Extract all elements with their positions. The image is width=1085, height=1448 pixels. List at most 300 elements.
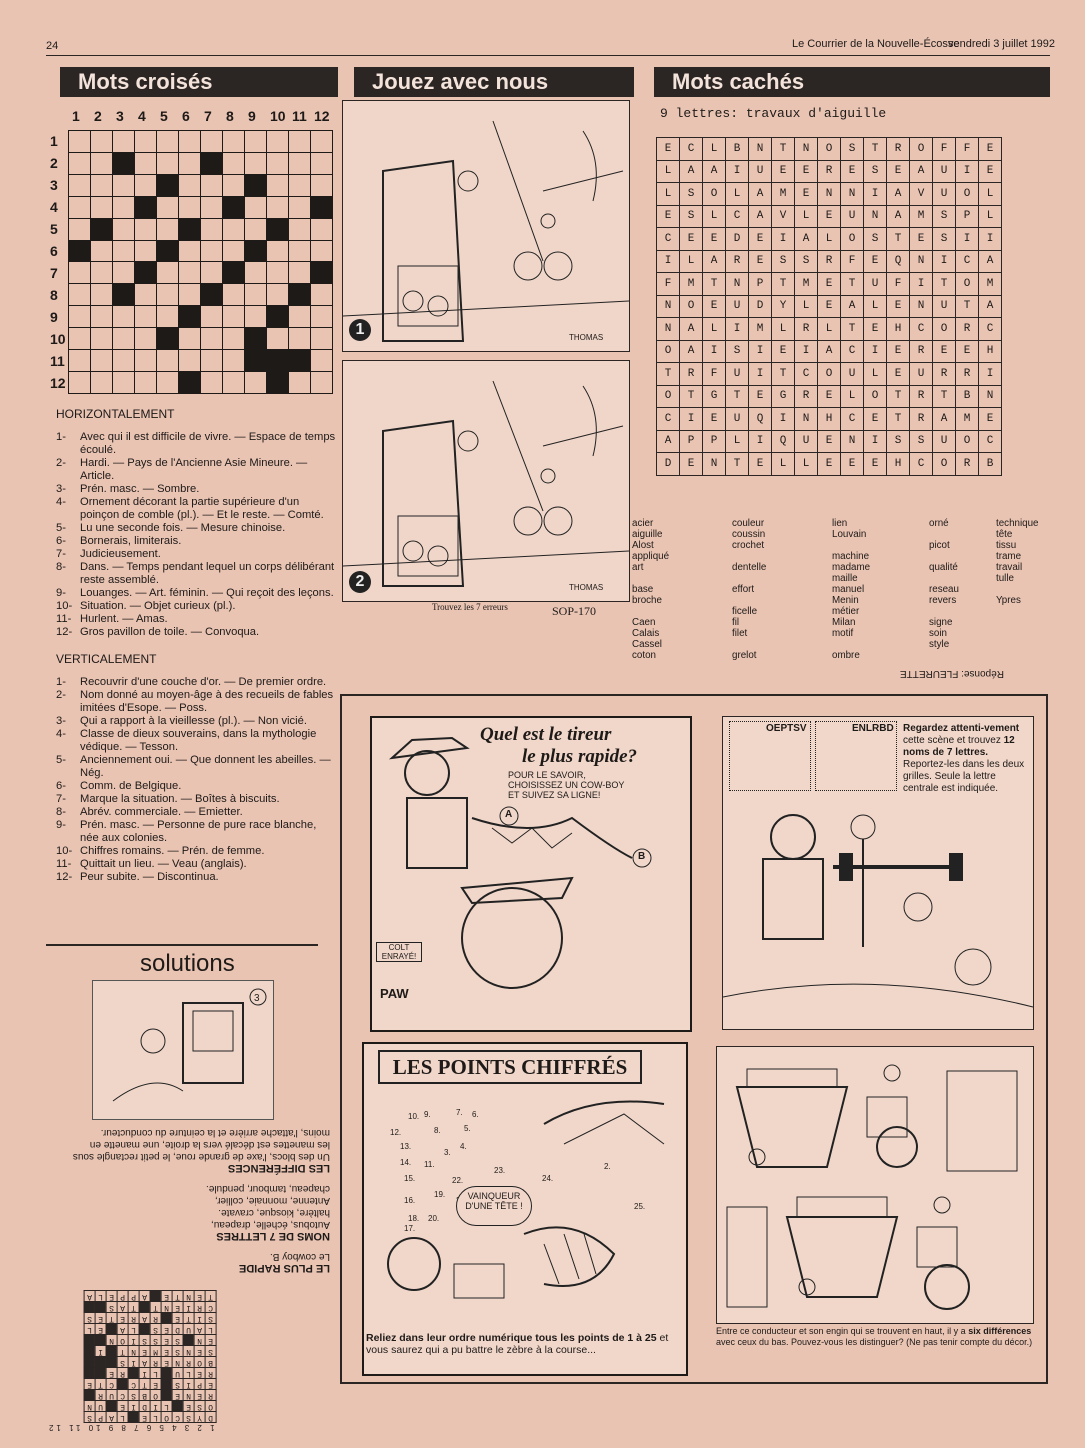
crossword-cell[interactable] — [311, 371, 333, 393]
wordsearch-cell[interactable]: L — [726, 430, 749, 453]
wordsearch-cell[interactable]: P — [956, 205, 979, 228]
wordsearch-cell[interactable]: E — [703, 228, 726, 251]
wordsearch-cell[interactable]: M — [910, 205, 933, 228]
crossword-cell[interactable] — [157, 262, 179, 284]
wordsearch-cell[interactable]: I — [772, 228, 795, 251]
wordsearch-cell[interactable]: A — [703, 160, 726, 183]
wordsearch-cell[interactable]: C — [657, 408, 680, 431]
crossword-cell[interactable] — [69, 196, 91, 218]
wordsearch-cell[interactable]: M — [749, 318, 772, 341]
wordsearch-cell[interactable]: S — [680, 205, 703, 228]
wordsearch-cell[interactable]: P — [680, 430, 703, 453]
wordsearch-cell[interactable]: O — [956, 273, 979, 296]
crossword-cell[interactable] — [157, 218, 179, 240]
wordsearch-cell[interactable]: E — [979, 408, 1002, 431]
wordsearch-cell[interactable]: A — [910, 160, 933, 183]
wordsearch-cell[interactable]: O — [933, 318, 956, 341]
wordsearch-cell[interactable]: C — [956, 250, 979, 273]
wordsearch-cell[interactable]: T — [933, 273, 956, 296]
wordsearch-cell[interactable]: E — [772, 340, 795, 363]
wordsearch-cell[interactable]: O — [956, 183, 979, 206]
wordsearch-cell[interactable]: T — [726, 385, 749, 408]
crossword-cell[interactable] — [69, 131, 91, 153]
wordsearch-cell[interactable]: E — [887, 160, 910, 183]
crossword-cell[interactable] — [289, 371, 311, 393]
wordsearch-cell[interactable]: M — [772, 183, 795, 206]
wordsearch-cell[interactable]: A — [795, 228, 818, 251]
wordsearch-cell[interactable]: N — [864, 205, 887, 228]
wordsearch-cell[interactable]: R — [795, 385, 818, 408]
wordsearch-cell[interactable]: I — [864, 183, 887, 206]
wordsearch-cell[interactable]: I — [910, 273, 933, 296]
crossword-cell[interactable] — [179, 196, 201, 218]
crossword-cell[interactable] — [201, 240, 223, 262]
wordsearch-cell[interactable]: Q — [887, 250, 910, 273]
gym-grid-2[interactable] — [815, 721, 897, 791]
crossword-cell[interactable] — [223, 350, 245, 372]
crossword-cell[interactable] — [311, 350, 333, 372]
wordsearch-cell[interactable]: Y — [772, 295, 795, 318]
wordsearch-cell[interactable]: L — [979, 205, 1002, 228]
wordsearch-cell[interactable]: A — [933, 408, 956, 431]
wordsearch-cell[interactable]: O — [818, 138, 841, 161]
wordsearch-cell[interactable]: N — [703, 453, 726, 476]
wordsearch-cell[interactable]: I — [933, 250, 956, 273]
wordsearch-cell[interactable]: E — [657, 205, 680, 228]
crossword-cell[interactable] — [113, 218, 135, 240]
wordsearch-cell[interactable]: Q — [772, 430, 795, 453]
wordsearch-cell[interactable]: G — [703, 385, 726, 408]
wordsearch-cell[interactable]: E — [795, 183, 818, 206]
crossword-cell[interactable] — [91, 371, 113, 393]
wordsearch-cell[interactable]: I — [864, 340, 887, 363]
crossword-cell[interactable] — [223, 306, 245, 328]
crossword-cell[interactable] — [223, 328, 245, 350]
crossword-cell[interactable] — [289, 152, 311, 174]
wordsearch-cell[interactable]: H — [979, 340, 1002, 363]
wordsearch-cell[interactable]: N — [657, 295, 680, 318]
wordsearch-cell[interactable]: F — [841, 250, 864, 273]
wordsearch-cell[interactable]: R — [956, 363, 979, 386]
crossword-cell[interactable] — [179, 350, 201, 372]
wordsearch-cell[interactable]: I — [726, 160, 749, 183]
wordsearch-cell[interactable]: E — [956, 340, 979, 363]
crossword-cell[interactable] — [245, 131, 267, 153]
crossword-cell[interactable] — [179, 262, 201, 284]
crossword-cell[interactable] — [267, 262, 289, 284]
wordsearch-cell[interactable]: E — [933, 340, 956, 363]
wordsearch-cell[interactable]: E — [680, 228, 703, 251]
wordsearch-cell[interactable]: D — [657, 453, 680, 476]
wordsearch-cell[interactable]: L — [864, 295, 887, 318]
wordsearch-cell[interactable]: S — [795, 250, 818, 273]
wordsearch-cell[interactable]: S — [933, 205, 956, 228]
crossword-cell[interactable] — [69, 350, 91, 372]
crossword-cell[interactable] — [179, 174, 201, 196]
wordsearch-cell[interactable]: L — [772, 453, 795, 476]
wordsearch-cell[interactable]: R — [910, 340, 933, 363]
wordsearch-cell[interactable]: R — [910, 385, 933, 408]
wordsearch-cell[interactable]: I — [657, 250, 680, 273]
wordsearch-cell[interactable]: I — [979, 228, 1002, 251]
crossword-cell[interactable] — [135, 240, 157, 262]
wordsearch-cell[interactable]: A — [749, 183, 772, 206]
wordsearch-cell[interactable]: P — [703, 430, 726, 453]
wordsearch-cell[interactable]: N — [910, 250, 933, 273]
wordsearch-cell[interactable]: E — [887, 363, 910, 386]
wordsearch-cell[interactable]: C — [979, 430, 1002, 453]
wordsearch-cell[interactable]: I — [749, 430, 772, 453]
crossword-cell[interactable] — [289, 174, 311, 196]
wordsearch-cell[interactable]: E — [818, 430, 841, 453]
wordsearch-cell[interactable]: C — [795, 363, 818, 386]
crossword-cell[interactable] — [223, 218, 245, 240]
wordsearch-cell[interactable]: N — [795, 408, 818, 431]
crossword-cell[interactable] — [91, 306, 113, 328]
wordsearch-cell[interactable]: N — [841, 183, 864, 206]
crossword-cell[interactable] — [245, 371, 267, 393]
wordsearch-cell[interactable]: E — [680, 453, 703, 476]
crossword-cell[interactable] — [91, 284, 113, 306]
crossword-cell[interactable] — [157, 350, 179, 372]
wordsearch-cell[interactable]: E — [703, 295, 726, 318]
wordsearch-cell[interactable]: C — [910, 453, 933, 476]
crossword-cell[interactable] — [157, 306, 179, 328]
wordsearch-cell[interactable]: U — [933, 160, 956, 183]
wordsearch-cell[interactable]: T — [772, 138, 795, 161]
wordsearch-cell[interactable]: D — [726, 228, 749, 251]
wordsearch-cell[interactable]: S — [772, 250, 795, 273]
crossword-cell[interactable] — [113, 328, 135, 350]
crossword-cell[interactable] — [135, 218, 157, 240]
crossword-cell[interactable] — [113, 174, 135, 196]
wordsearch-cell[interactable]: O — [841, 228, 864, 251]
wordsearch-cell[interactable]: L — [726, 183, 749, 206]
wordsearch-cell[interactable]: O — [933, 453, 956, 476]
crossword-cell[interactable] — [201, 174, 223, 196]
wordsearch-cell[interactable]: A — [979, 295, 1002, 318]
crossword-cell[interactable] — [135, 350, 157, 372]
wordsearch-cell[interactable]: R — [956, 453, 979, 476]
wordsearch-cell[interactable]: U — [795, 430, 818, 453]
crossword-cell[interactable] — [289, 131, 311, 153]
wordsearch-cell[interactable]: B — [979, 453, 1002, 476]
wordsearch-cell[interactable]: I — [749, 363, 772, 386]
wordsearch-cell[interactable]: E — [864, 453, 887, 476]
crossword-cell[interactable] — [245, 262, 267, 284]
crossword-cell[interactable] — [91, 152, 113, 174]
wordsearch-cell[interactable]: E — [749, 453, 772, 476]
wordsearch-cell[interactable]: C — [726, 205, 749, 228]
wordsearch-cell[interactable]: M — [979, 273, 1002, 296]
crossword-cell[interactable] — [135, 371, 157, 393]
gym-grid-1[interactable] — [729, 721, 811, 791]
wordsearch-cell[interactable]: O — [956, 430, 979, 453]
wordsearch-cell[interactable]: L — [864, 363, 887, 386]
spot-panel-1[interactable] — [342, 100, 630, 352]
wordsearch-cell[interactable]: V — [910, 183, 933, 206]
crossword-cell[interactable] — [157, 152, 179, 174]
wordsearch-cell[interactable]: U — [726, 363, 749, 386]
tractor-panel[interactable] — [716, 1046, 1034, 1324]
crossword-cell[interactable] — [69, 328, 91, 350]
wordsearch-cell[interactable]: T — [657, 363, 680, 386]
crossword-cell[interactable] — [311, 328, 333, 350]
crossword-cell[interactable] — [91, 262, 113, 284]
wordsearch-cell[interactable]: A — [680, 160, 703, 183]
wordsearch-cell[interactable]: E — [818, 385, 841, 408]
wordsearch-cell[interactable]: Q — [749, 408, 772, 431]
points-panel[interactable] — [362, 1042, 688, 1376]
wordsearch-cell[interactable]: E — [772, 160, 795, 183]
wordsearch-cell[interactable]: B — [726, 138, 749, 161]
crossword-cell[interactable] — [135, 328, 157, 350]
crossword-cell[interactable] — [135, 152, 157, 174]
wordsearch-cell[interactable]: A — [680, 340, 703, 363]
crossword-cell[interactable] — [289, 196, 311, 218]
wordsearch-cell[interactable]: O — [657, 340, 680, 363]
cowboy-panel[interactable] — [370, 716, 692, 1032]
crossword-cell[interactable] — [267, 131, 289, 153]
wordsearch-cell[interactable]: C — [657, 228, 680, 251]
crossword-cell[interactable] — [311, 284, 333, 306]
crossword-cell[interactable] — [135, 284, 157, 306]
crossword-cell[interactable] — [135, 306, 157, 328]
crossword-cell[interactable] — [69, 262, 91, 284]
wordsearch-cell[interactable]: C — [841, 408, 864, 431]
wordsearch-cell[interactable]: L — [680, 250, 703, 273]
crossword-cell[interactable] — [201, 196, 223, 218]
crossword-cell[interactable] — [201, 131, 223, 153]
crossword-cell[interactable] — [245, 284, 267, 306]
crossword-cell[interactable] — [91, 350, 113, 372]
wordsearch-cell[interactable]: C — [910, 318, 933, 341]
crossword-cell[interactable] — [311, 306, 333, 328]
wordsearch-cell[interactable]: E — [979, 138, 1002, 161]
wordsearch-cell[interactable]: L — [795, 453, 818, 476]
crossword-cell[interactable] — [69, 174, 91, 196]
wordsearch-cell[interactable]: R — [910, 408, 933, 431]
wordsearch-cell[interactable]: S — [841, 138, 864, 161]
wordsearch-cell[interactable]: L — [703, 138, 726, 161]
wordsearch-cell[interactable]: R — [887, 138, 910, 161]
crossword-cell[interactable] — [91, 328, 113, 350]
wordsearch-cell[interactable]: I — [680, 408, 703, 431]
crossword-cell[interactable] — [91, 174, 113, 196]
wordsearch-cell[interactable]: T — [841, 318, 864, 341]
wordsearch-cell[interactable]: R — [818, 250, 841, 273]
wordsearch-cell[interactable]: F — [956, 138, 979, 161]
wordsearch-cell[interactable]: T — [933, 385, 956, 408]
wordsearch-cell[interactable]: E — [749, 250, 772, 273]
wordsearch-cell[interactable]: E — [887, 340, 910, 363]
crossword-cell[interactable] — [179, 131, 201, 153]
wordsearch-cell[interactable]: E — [749, 385, 772, 408]
wordsearch-cell[interactable]: L — [772, 318, 795, 341]
crossword-cell[interactable] — [311, 152, 333, 174]
crossword-cell[interactable] — [289, 262, 311, 284]
wordsearch-cell[interactable]: A — [841, 295, 864, 318]
crossword-cell[interactable] — [267, 284, 289, 306]
crossword-cell[interactable] — [223, 284, 245, 306]
crossword-cell[interactable] — [201, 262, 223, 284]
crossword-cell[interactable] — [91, 131, 113, 153]
wordsearch-cell[interactable]: E — [841, 160, 864, 183]
wordsearch-cell[interactable]: I — [703, 340, 726, 363]
crossword-cell[interactable] — [179, 284, 201, 306]
crossword-cell[interactable] — [179, 240, 201, 262]
wordsearch-cell[interactable]: N — [841, 430, 864, 453]
wordsearch-cell[interactable]: C — [680, 138, 703, 161]
crossword-cell[interactable] — [267, 240, 289, 262]
wordsearch-cell[interactable]: G — [772, 385, 795, 408]
wordsearch-cell[interactable]: D — [749, 295, 772, 318]
crossword-cell[interactable] — [311, 240, 333, 262]
wordsearch-cell[interactable]: E — [818, 273, 841, 296]
wordsearch-cell[interactable]: S — [864, 228, 887, 251]
wordsearch-cell[interactable]: U — [749, 160, 772, 183]
wordsearch-cell[interactable]: C — [841, 340, 864, 363]
wordsearch-cell[interactable]: T — [726, 453, 749, 476]
wordsearch-cell[interactable]: E — [795, 160, 818, 183]
wordsearch-cell[interactable]: T — [956, 295, 979, 318]
crossword-cell[interactable] — [267, 152, 289, 174]
wordsearch-cell[interactable]: P — [749, 273, 772, 296]
wordsearch-cell[interactable]: T — [772, 363, 795, 386]
wordsearch-cell[interactable]: N — [657, 318, 680, 341]
crossword-cell[interactable] — [113, 196, 135, 218]
wordsearch-cell[interactable]: H — [887, 453, 910, 476]
wordsearch-cell[interactable]: N — [726, 273, 749, 296]
crossword-cell[interactable] — [311, 174, 333, 196]
wordsearch-cell[interactable]: E — [864, 250, 887, 273]
wordsearch-grid[interactable] — [656, 137, 1002, 476]
wordsearch-cell[interactable]: T — [680, 385, 703, 408]
wordsearch-cell[interactable]: R — [956, 318, 979, 341]
wordsearch-cell[interactable]: E — [841, 453, 864, 476]
wordsearch-cell[interactable]: U — [726, 408, 749, 431]
wordsearch-cell[interactable]: I — [956, 160, 979, 183]
wordsearch-cell[interactable]: I — [956, 228, 979, 251]
crossword-cell[interactable] — [289, 306, 311, 328]
crossword-cell[interactable] — [245, 218, 267, 240]
wordsearch-cell[interactable]: E — [864, 318, 887, 341]
wordsearch-cell[interactable]: R — [726, 250, 749, 273]
crossword-cell[interactable] — [201, 350, 223, 372]
wordsearch-cell[interactable]: I — [772, 408, 795, 431]
wordsearch-cell[interactable]: T — [703, 273, 726, 296]
wordsearch-cell[interactable]: L — [703, 205, 726, 228]
spot-panel-2[interactable] — [342, 360, 630, 602]
wordsearch-cell[interactable]: I — [726, 318, 749, 341]
wordsearch-cell[interactable]: F — [657, 273, 680, 296]
crossword-cell[interactable] — [289, 328, 311, 350]
crossword-cell[interactable] — [245, 306, 267, 328]
crossword-cell[interactable] — [135, 131, 157, 153]
crossword-cell[interactable] — [289, 218, 311, 240]
wordsearch-cell[interactable]: L — [795, 295, 818, 318]
crossword-cell[interactable] — [69, 284, 91, 306]
wordsearch-cell[interactable]: S — [910, 430, 933, 453]
wordsearch-cell[interactable]: L — [703, 318, 726, 341]
wordsearch-cell[interactable]: O — [703, 183, 726, 206]
wordsearch-cell[interactable]: U — [933, 430, 956, 453]
wordsearch-cell[interactable]: E — [864, 408, 887, 431]
crossword-cell[interactable] — [179, 152, 201, 174]
wordsearch-cell[interactable]: E — [703, 408, 726, 431]
wordsearch-cell[interactable]: M — [680, 273, 703, 296]
crossword-cell[interactable] — [179, 328, 201, 350]
gym-panel[interactable] — [722, 716, 1034, 1030]
crossword-cell[interactable] — [113, 240, 135, 262]
wordsearch-cell[interactable]: O — [910, 138, 933, 161]
wordsearch-cell[interactable]: O — [864, 385, 887, 408]
wordsearch-cell[interactable]: E — [749, 228, 772, 251]
crossword-cell[interactable] — [113, 350, 135, 372]
wordsearch-cell[interactable]: L — [795, 205, 818, 228]
wordsearch-cell[interactable]: A — [887, 183, 910, 206]
wordsearch-cell[interactable]: A — [979, 250, 1002, 273]
crossword-cell[interactable] — [135, 174, 157, 196]
wordsearch-cell[interactable]: A — [818, 340, 841, 363]
wordsearch-cell[interactable]: H — [818, 408, 841, 431]
wordsearch-cell[interactable]: A — [749, 205, 772, 228]
crossword-cell[interactable] — [223, 240, 245, 262]
crossword-cell[interactable] — [157, 284, 179, 306]
crossword-cell[interactable] — [201, 218, 223, 240]
wordsearch-cell[interactable]: E — [979, 160, 1002, 183]
crossword-cell[interactable] — [245, 196, 267, 218]
wordsearch-cell[interactable]: M — [956, 408, 979, 431]
crossword-cell[interactable] — [69, 306, 91, 328]
wordsearch-cell[interactable]: U — [841, 363, 864, 386]
wordsearch-cell[interactable]: E — [910, 228, 933, 251]
wordsearch-cell[interactable]: F — [703, 363, 726, 386]
wordsearch-cell[interactable]: S — [726, 340, 749, 363]
wordsearch-cell[interactable]: V — [772, 205, 795, 228]
crossword-cell[interactable] — [69, 371, 91, 393]
wordsearch-cell[interactable]: E — [818, 295, 841, 318]
wordsearch-cell[interactable]: U — [933, 295, 956, 318]
crossword-cell[interactable] — [289, 240, 311, 262]
wordsearch-cell[interactable]: L — [657, 160, 680, 183]
wordsearch-cell[interactable]: O — [818, 363, 841, 386]
wordsearch-cell[interactable]: B — [956, 385, 979, 408]
crossword-cell[interactable] — [245, 152, 267, 174]
crossword-cell[interactable] — [113, 262, 135, 284]
crossword-cell[interactable] — [311, 218, 333, 240]
wordsearch-cell[interactable]: I — [979, 363, 1002, 386]
crossword-cell[interactable] — [267, 196, 289, 218]
crossword-cell[interactable] — [223, 174, 245, 196]
wordsearch-cell[interactable]: T — [772, 273, 795, 296]
crossword-cell[interactable] — [267, 328, 289, 350]
wordsearch-cell[interactable]: S — [933, 228, 956, 251]
wordsearch-cell[interactable]: T — [841, 273, 864, 296]
crossword-cell[interactable] — [157, 196, 179, 218]
wordsearch-cell[interactable]: T — [887, 385, 910, 408]
wordsearch-cell[interactable]: C — [979, 318, 1002, 341]
wordsearch-cell[interactable]: T — [864, 138, 887, 161]
wordsearch-cell[interactable]: U — [864, 273, 887, 296]
wordsearch-cell[interactable]: A — [657, 430, 680, 453]
wordsearch-cell[interactable]: S — [680, 183, 703, 206]
wordsearch-cell[interactable]: L — [841, 385, 864, 408]
wordsearch-cell[interactable]: I — [864, 430, 887, 453]
crossword-cell[interactable] — [113, 371, 135, 393]
wordsearch-cell[interactable]: I — [795, 340, 818, 363]
crossword-cell[interactable] — [69, 152, 91, 174]
